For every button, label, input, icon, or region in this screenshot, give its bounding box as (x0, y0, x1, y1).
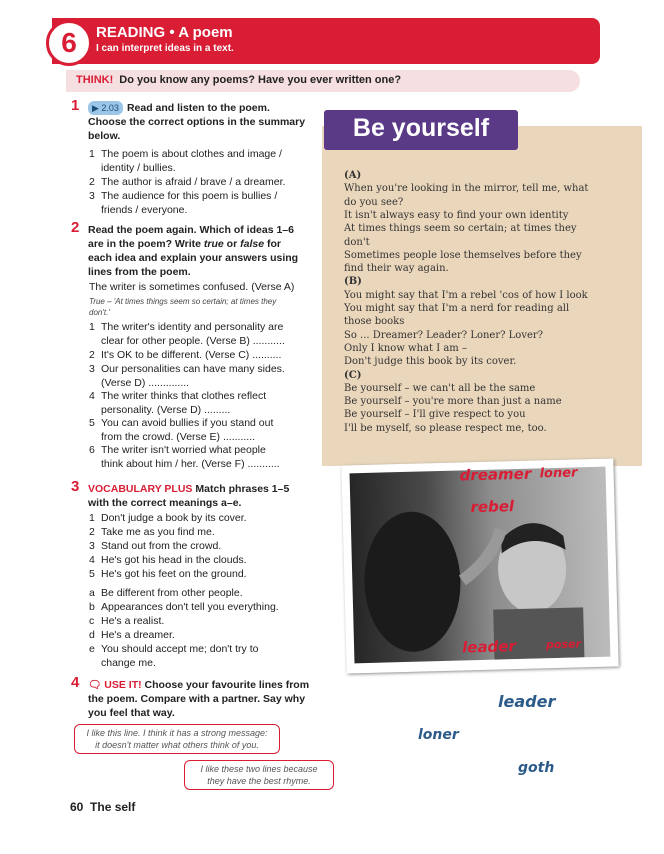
ex2-example: The writer is sometimes confused. (Verse A) (89, 281, 295, 293)
speech-bubble-2: I like these two lines because they have the best rhyme. (184, 760, 334, 790)
label-leader-blue: leader (498, 692, 556, 711)
photo-boy-mirror (350, 464, 611, 664)
poem-line: When you're looking in the mirror, tell me, what (344, 183, 589, 195)
poem-line: do you see? (344, 196, 404, 208)
exercise-4-number: 4 (71, 674, 80, 691)
exercise-3-number: 3 (71, 478, 80, 495)
label-poser: poser (545, 637, 582, 652)
poem-line: It isn't always easy to find your own identity (344, 209, 569, 221)
poem-title: Be yourself (352, 114, 490, 142)
poem-line: find their way again. (344, 263, 449, 275)
poem-line: At times things seem so certain; at times they (344, 223, 577, 235)
think-question: Do you know any poems? Have you ever written one? (119, 74, 402, 86)
label-leader: leader (461, 637, 517, 657)
poem-line: Be yourself – we can't all be the same (344, 382, 536, 394)
exercise-1-instruction: ▶ 2.03 Read and listen to the poem. Choose the correct options in the summary below. (88, 102, 306, 142)
poem-line: Sometimes people lose themselves before they (344, 249, 582, 261)
exercise-2-number: 2 (71, 219, 80, 236)
label-goth-blue: goth (518, 760, 555, 776)
poem-line: You might say that I'm a nerd for reading all (344, 303, 570, 314)
exercise-2-instruction: Read the poem again. Which of ideas 1–6 are in the poem? Write true or false for each idea and explain your answers using lines from the poem. (88, 224, 299, 278)
poem-line: Don't judge this book by its cover. (344, 356, 517, 368)
poem-line: (B) (344, 276, 362, 288)
poem-line: Be yourself – you're more than just a name (344, 396, 562, 408)
poem-line: So ... Dreamer? Leader? Loner? Lover? (344, 329, 544, 341)
poem-line: (C) (344, 369, 362, 381)
page-title: READING • A poem (96, 24, 233, 41)
label-loner-blue: loner (418, 727, 459, 743)
exercise-3-instruction: VOCABULARY PLUS Match phrases 1–5 with the correct meanings a–e. (88, 483, 290, 509)
poem-line: Only I know what I am – (344, 342, 467, 354)
poem-line: You might say that I'm a rebel 'cos of how I look (344, 289, 588, 301)
label-rebel: rebel (470, 497, 515, 517)
audio-track-icon[interactable]: ▶ 2.03 (88, 101, 123, 115)
label-loner: loner (539, 465, 578, 482)
poem-line: I'll be myself, so please respect me, too. (344, 422, 547, 434)
poem-line: don't (344, 236, 370, 248)
poem-line: Be yourself – I'll give respect to you (344, 409, 526, 421)
unit-number-badge: 6 (46, 20, 92, 66)
poem-line: those books (344, 316, 405, 328)
poem-line: (A) (344, 170, 362, 181)
think-prompt (76, 74, 401, 86)
label-dreamer: dreamer (459, 464, 532, 485)
exercise-4-instruction: 🗨 USE IT! Choose your favourite lines from the poem. Compare with a partner. Say why you feel that way. (88, 679, 310, 719)
page-subtitle: I can interpret ideas in a text. (96, 43, 234, 54)
speech-bubble-1: I like this line. I think it has a strong message: it doesn't matter what others think of you. (74, 724, 280, 754)
ex2-example-answer: True – 'At times things seem so certain; at times they don't.' (89, 297, 277, 317)
exercise-1-number: 1 (71, 97, 80, 114)
think-label: THINK! (76, 74, 114, 86)
speech-bubble-icon: 🗨 (88, 679, 102, 691)
photo-frame (341, 458, 618, 673)
page-footer: 60 The self (70, 800, 136, 814)
